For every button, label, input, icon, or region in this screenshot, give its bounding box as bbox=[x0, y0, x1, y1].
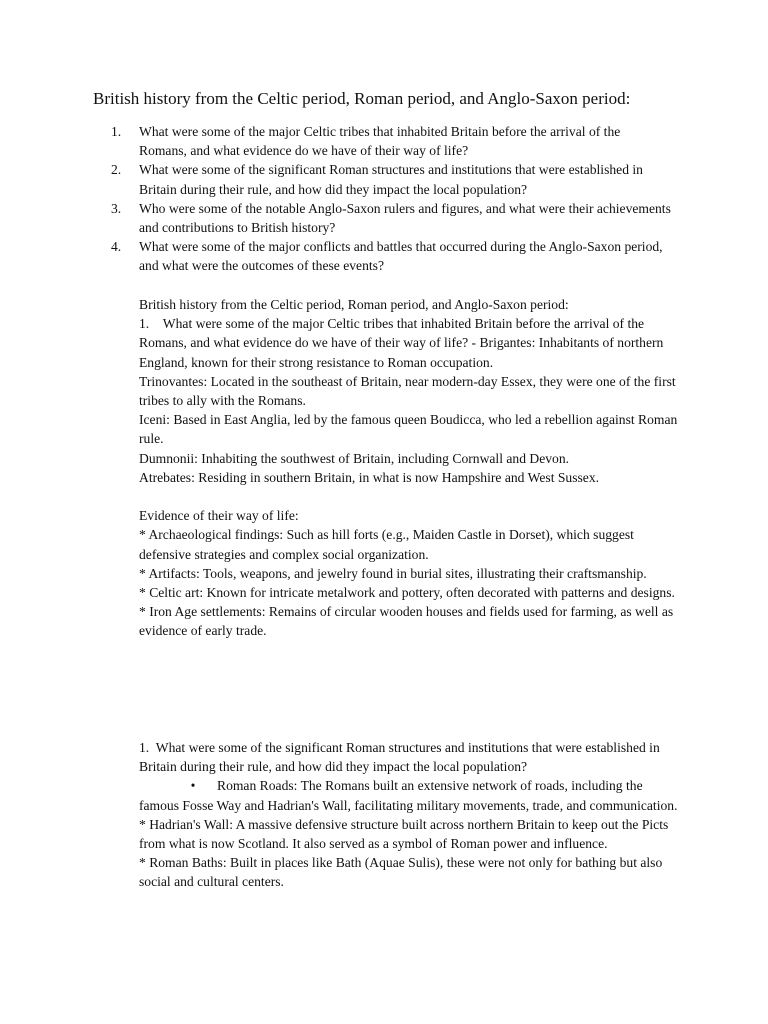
list-item bbox=[111, 160, 671, 198]
evidence-item: * Iron Age settlements: Remains of circular wooden houses and fields used for farming, as well as evidence of early trade. bbox=[139, 604, 674, 639]
tribe-paragraph: Iceni: Based in East Anglia, led by the famous queen Boudicca, who led a rebellion against Roman rule. bbox=[139, 412, 678, 447]
bullet-icon: • bbox=[190, 778, 196, 794]
section-question bbox=[139, 314, 679, 372]
list-number: 3. bbox=[111, 200, 122, 216]
question-text: What were some of the significant Roman structures and institutions that were established in Britain during their rule, and how did they impact the local population? bbox=[139, 740, 660, 775]
list-number: 1. bbox=[111, 124, 122, 139]
question-text: What were some of the major conflicts and battles that occurred during the Anglo-Saxon period, and what were the outcomes of these events? bbox=[139, 239, 663, 274]
document-heading: British history from the Celtic period, Roman period, and Anglo-Saxon period: bbox=[93, 89, 631, 108]
tribe-paragraph: Trinovantes: Located in the southeast of Britain, near modern-day Essex, they were one of the first tribes to ally with the Romans. bbox=[139, 373, 676, 409]
question-text: What were some of the significant Roman structures and institutions that were established in Britain during their rule, and how did they impact the local population? bbox=[139, 162, 643, 197]
evidence-heading: Evidence of their way of life: bbox=[139, 508, 299, 524]
tribe-paragraph: Atrebates: Residing in southern Britain, in what is now Hampshire and West Sussex. bbox=[139, 469, 600, 485]
section-question bbox=[139, 738, 679, 776]
question-number: 1. bbox=[139, 740, 150, 755]
question-list bbox=[111, 122, 671, 276]
roman-section bbox=[139, 738, 679, 892]
evidence-item: * Archaeological findings: Such as hill forts (e.g., Maiden Castle in Dorset), which suggest defensive strategies and complex social organization. bbox=[139, 527, 634, 562]
list-item bbox=[111, 199, 671, 237]
evidence-item: * Artifacts: Tools, weapons, and jewelry found in burial sites, illustrating their craftsmanship. bbox=[139, 565, 647, 581]
list-item bbox=[111, 237, 671, 275]
bullet-paragraph bbox=[139, 776, 679, 814]
roman-item: * Roman Baths: Built in places like Bath (Aquae Sulis), these were not only for bathing but also social and cultural centers. bbox=[139, 855, 663, 890]
question-text: What were some of the major Celtic tribes that inhabited Britain before the arrival of the Romans, and what evidence do we have of their way of life? bbox=[139, 124, 621, 159]
roman-item: * Hadrian's Wall: A massive defensive structure built across northern Britain to keep out the Picts from what is now Scotland. It also served as a symbol of Roman power and influence. bbox=[139, 816, 669, 852]
bullet-text: Roman Roads: The Romans built an extensive network of roads, including the famous Fosse Way and Hadrian's Wall, facilitating military movements, trade, and communication. bbox=[139, 778, 678, 813]
section-heading: British history from the Celtic period, Roman period, and Anglo-Saxon period: bbox=[139, 297, 569, 312]
question-text: What were some of the major Celtic tribes that inhabited Britain before the arrival of the Romans, and what evidence do we have of their way of life? - Brigantes: Inhabitants of northern England, known for their strong resistance to Roman occupation. bbox=[139, 316, 664, 370]
evidence-item: * Celtic art: Known for intricate metalwork and pottery, often decorated with patterns and designs. bbox=[139, 585, 675, 601]
tribe-paragraph: Dumnonii: Inhabiting the southwest of Britain, including Cornwall and Devon. bbox=[139, 450, 570, 466]
list-number: 2. bbox=[111, 162, 122, 178]
celtic-section bbox=[139, 295, 679, 641]
list-item bbox=[111, 122, 671, 160]
list-number: 4. bbox=[111, 239, 122, 255]
question-text: Who were some of the notable Anglo-Saxon rulers and figures, and what were their achievements and contributions to British history? bbox=[139, 200, 671, 236]
question-number: 1. bbox=[139, 316, 150, 332]
